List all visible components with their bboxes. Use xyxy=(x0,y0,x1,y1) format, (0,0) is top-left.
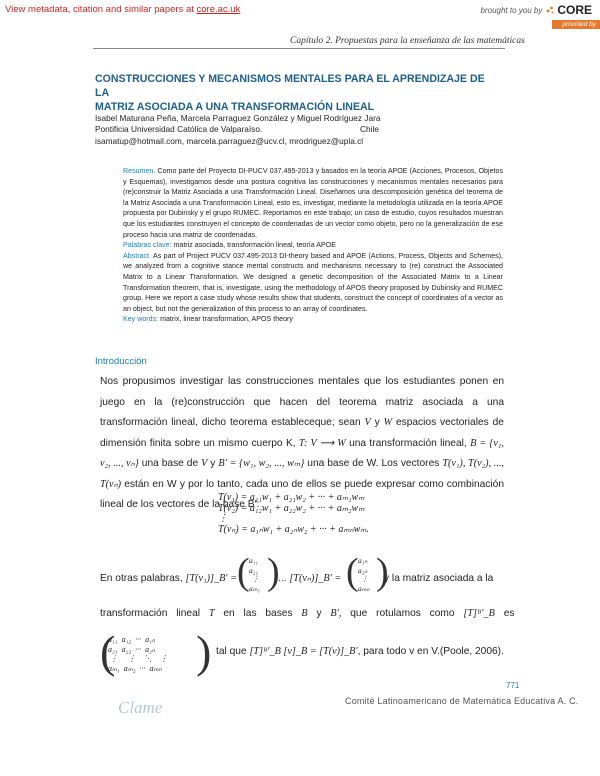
affiliation: Pontificia Universidad Católica de Valparaíso. xyxy=(95,124,263,134)
intro-text-5: una base de W. Los vectores xyxy=(307,458,440,469)
property-tail: , para todo v en V.(Poole, 2006). xyxy=(357,646,504,657)
title-line-2: MATRIZ ASOCIADA A UNA TRANSFORMACIÓN LINEAL xyxy=(95,101,375,113)
tal-que: tal que xyxy=(216,646,247,657)
vecn-top: a₁ₙ xyxy=(358,556,368,565)
matrix-left-paren: ( xyxy=(100,626,116,677)
intro-text-6: están en W y por lo tanto, cada uno de ellos se puede expresar como combinación lineal de los vectores de la base B′: xyxy=(100,478,504,510)
coord-vector-1: [T(v₁)]_B′ = xyxy=(185,573,237,584)
keywords-text: matrix, linear transformation, APOS theory xyxy=(160,315,293,324)
symbol-b-prime: B′, xyxy=(330,608,342,619)
vec1-top: a₁₁ xyxy=(249,556,258,565)
coord-line-tail: y la matriz asociada a la xyxy=(384,573,494,584)
intro-text-1: Nos propusimos investigar las construcciones mentales que los estudiantes ponen en juego en la (re)construcción que hacen del teorema matriz asociada a una transformación lineal, dicho teorema estableceque; sean xyxy=(100,376,504,428)
intro-text-3: una transformación lineal, xyxy=(349,437,467,449)
symbol-v-2: V xyxy=(201,458,208,469)
symbol-w: W xyxy=(383,417,393,428)
matrix-right-paren: ) xyxy=(196,626,212,677)
vecn-dots: ⋮ xyxy=(361,574,369,583)
core-banner xyxy=(0,0,600,28)
intro-text-4: una base de xyxy=(141,458,199,469)
title-line-1: CONSTRUCCIONES Y MECANISMOS MENTALES PARA EL APRENDIZAJE DE LA xyxy=(95,73,485,99)
matrix-intro: transformación lineal xyxy=(100,608,200,619)
abstract-paragraph xyxy=(123,251,503,315)
basis-b-prime: B′ = {w₁, w₂, ..., wₘ} xyxy=(218,458,305,469)
equation-1: T(v₁) = a₁₁w₁ + a₂₁w₂ + ··· + aₘ₁wₘ xyxy=(218,492,365,503)
core-site-link[interactable]: core.ac.uk xyxy=(196,4,241,15)
coord-vector-n: [T(vₙ)]_B′ = xyxy=(289,573,342,584)
matrix-text-3: que rotulamos como xyxy=(350,608,455,619)
abstract-text: As part of Project PUCV 037.495-2013 DI-theory based and APOE (Actions, Process, Objects and Schemes), we analyzed from a cognitive stance mental constructs and mechanisms necessary to (re) construct the Associated Matrix to a Linear Transformation. We designed a genetic decomposition of the Associated Matrix to a Linear Transformation theorem, that is, investigate, using the methodology of APOS theory proposed by Dubinsky and RUMEC group. Here we report a case study whose results show that students, construct the concept of coordinates of a vector as an object, but not the generalization of this process to an array of coordinates. xyxy=(123,251,503,313)
word-y-3: y xyxy=(316,608,322,619)
vec1-bot: aₘ₁ xyxy=(249,584,261,593)
running-head: Capítulo 2. Propuestas para la enseñanza de las matemáticas xyxy=(290,36,525,46)
clame-watermark: Clame xyxy=(118,698,163,717)
resumen-label: Resumen. xyxy=(123,167,156,175)
core-logo-text: CORE xyxy=(557,3,592,17)
abstract-block xyxy=(123,166,503,325)
images-tv: T(v₁), T(v₂), ..., T(vₙ) xyxy=(100,458,504,490)
core-logo-icon xyxy=(545,5,555,15)
equation-dots: ⋮ xyxy=(218,513,228,524)
authors: Isabel Maturana Peña, Marcela Parraguez González y Miguel Rodríguez Jara xyxy=(95,113,381,123)
equation-system xyxy=(218,493,369,535)
provided-by-badge[interactable]: provided by xyxy=(552,20,600,29)
paper-title xyxy=(95,72,495,114)
page-number: 771 xyxy=(506,681,520,690)
emails: isamatup@hotmail.com, marcela.parraguez@ucv.cl, mrodriguez@upla.cl xyxy=(95,136,364,146)
matrix-row-2: a₂₁ a₂₂ ··· a₂ₙ xyxy=(108,645,156,654)
country: Chile xyxy=(360,124,379,134)
property-equation: [T]ᴮ′_B [v]_B = [T(v)]_B′ xyxy=(249,646,358,657)
core-logo[interactable] xyxy=(545,3,592,17)
matrix-row-1: a₁₁ a₁₂ ··· a₁ₙ xyxy=(108,635,156,644)
section-title-introduccion: Introducción xyxy=(95,356,147,367)
coord-line xyxy=(100,573,237,584)
matrix-row-3: ⋮ ⋮ ⋱ ⋮ xyxy=(108,654,168,663)
keywords-label: Key words: xyxy=(123,315,159,324)
equation-n: T(vₙ) = a₁ₙw₁ + a₂ₙw₂ + ··· + aₘₙwₘ. xyxy=(218,523,369,535)
property-line xyxy=(216,646,504,657)
palabras-text: matriz asociada, transformación lineal, teoría APOE xyxy=(173,241,336,250)
matrix-text-2: en las bases xyxy=(223,608,293,619)
metadata-link-text[interactable]: View metadata, citation and similar papers at xyxy=(5,4,194,15)
resumen-text: Como parte del Proyecto DI-PUCV 037.495-2013 y basados en la teoría APOE (Acciones, Procesos, Objetos y Esquemas), investigamos desde una postura cognitiva las construcciones y mecanismos mentales necesarios para (re)construir la Matriz Asociada a una Transformación Lineal. Diseñamos una descomposición genética del teorema de la Matriz Asociada a una Transformación Lineal, esto es, investigar, mediante la metodología utilizada en la teoría APOE propuesta por Dubinsky y el grupo RUMEC. Reportamos en este trabajo; un caso de estudio, cuyos resultados muestran que los estudiantes construyen el concepto de coordenadas de un vector como objeto, pero no la generalización de ese proceso hacia una matriz de coordenadas. xyxy=(123,167,503,239)
metadata-link[interactable] xyxy=(5,4,240,15)
associated-matrix xyxy=(100,626,212,677)
symbol-v: V xyxy=(364,417,371,428)
matrix-symbol: [T]ᴮ′_B xyxy=(463,608,495,619)
intro-text-2: espacios vectoriales de dimensión finita sobre un mismo cuerpo K, xyxy=(100,417,504,449)
symbol-t: T xyxy=(208,608,215,619)
column-vector-1: ( ) a₁₁ a₂₁ ⋮ aₘ₁ xyxy=(237,551,280,593)
symbol-b: B xyxy=(301,608,308,619)
vec1-dots: ⋮ xyxy=(252,574,260,583)
matrix-line xyxy=(100,608,514,619)
palabras-clave xyxy=(123,240,503,251)
column-vector-n: ( ) a₁ₙ a₂ₙ ⋮ aₘₙ xyxy=(346,551,389,593)
coord-line-2 xyxy=(278,573,341,584)
abstract-label: Abstract. xyxy=(123,251,151,260)
vecn-bot: aₘₙ xyxy=(358,584,370,593)
matrix-row-4: aₘ₁ aₘ₂ ··· aₘₙ xyxy=(108,664,162,673)
header-rule xyxy=(93,48,505,49)
coord-intro: En otras palabras, xyxy=(100,573,183,584)
key-words xyxy=(123,314,503,325)
brought-by xyxy=(481,3,593,17)
footer-text: Comité Latinoamericano de Matemática Educativa A. C. xyxy=(345,696,579,706)
basis-b: B = {v₁, v₂, ..., vₙ} xyxy=(100,437,504,469)
word-es: es xyxy=(503,608,515,619)
palabras-label: Palabras clave: xyxy=(123,241,172,250)
coord-ellipsis: ... xyxy=(278,573,287,584)
map-t: T: V ⟶ W xyxy=(298,437,346,449)
vecn-mid: a₂ₙ xyxy=(358,566,368,575)
word-y: y xyxy=(374,417,380,428)
vec1-mid: a₂₁ xyxy=(249,566,258,575)
word-y-2: y xyxy=(210,458,216,469)
equation-2: T(v₂) = a₁₂w₁ + a₂₂w₂ + ··· + aₘ₂wₘ xyxy=(218,502,365,514)
brought-by-text: brought to you by xyxy=(480,5,543,15)
resumen-paragraph xyxy=(123,166,503,240)
